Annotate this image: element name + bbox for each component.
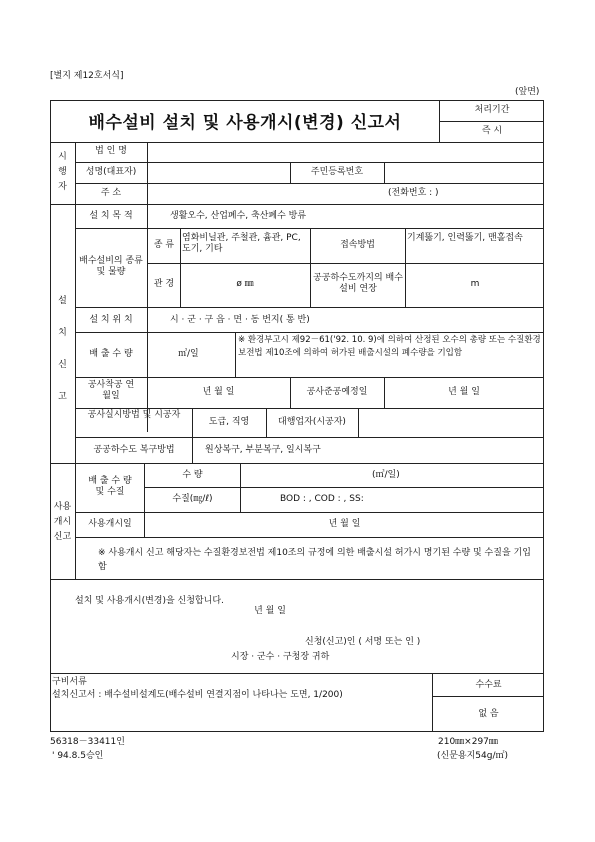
restore-label: 공공하수도 복구방법 <box>93 445 175 455</box>
discharge-label: 배 출 수 량 <box>89 349 133 359</box>
phone-label: (전화번호 : ) <box>388 188 439 198</box>
address-label: 주 소 <box>100 188 122 198</box>
restore-value: 원상복구, 부분복구, 일시복구 <box>205 445 321 455</box>
start-date-label: 공사착공 연월일 <box>87 380 135 402</box>
docs-value: 설치신고서 : 배수설비설계도(배수설비 연결지점이 나타나는 도면, 1/200) <box>52 690 343 700</box>
processing-period-label: 처리기간 <box>474 105 510 115</box>
processing-period-value: 즉 시 <box>481 126 503 136</box>
declaration-date[interactable]: 년 월 일 <box>254 606 286 616</box>
usage-discharge-label: 배 출 수 량 및 수질 <box>88 476 132 498</box>
method-value[interactable]: 도급, 직영 <box>208 417 250 427</box>
usage-quality-value[interactable]: BOD : , COD : , SS: <box>280 494 364 504</box>
corp-name-field[interactable] <box>148 143 543 162</box>
type-value: 염화비닐관, 주철관, 흄관, PC, 도기, 기타 <box>182 233 301 255</box>
fee-label: 수수료 <box>475 680 502 690</box>
agent-label: 대행업자(시공자) <box>278 417 346 427</box>
length-value[interactable]: m <box>470 279 480 289</box>
purpose-value: 생활오수, 산업폐수, 축산폐수 방류 <box>170 211 307 221</box>
rrn-label: 주민등록번호 <box>310 167 364 177</box>
location-value[interactable]: 시 · 군 · 구 읍 · 면 · 동 번지( 통 반) <box>170 315 310 325</box>
address-field[interactable] <box>148 184 388 203</box>
declaration-applicant[interactable]: 신청(신고)인 ( 서명 또는 인 ) <box>305 637 421 647</box>
section-installation: 설 치 신 고 <box>58 296 67 402</box>
form-code: 56318－33411인 <box>50 737 125 747</box>
end-date-value[interactable]: 년 월 일 <box>448 387 480 397</box>
usage-note: ※ 사용개시 신고 해당자는 수질환경보전법 제10조의 규정에 의한 배출시설 허가시 명기된 수량 및 수질을 기입함 <box>98 548 531 572</box>
end-date-label: 공사준공예정일 <box>306 387 368 397</box>
usage-start-value[interactable]: 년 월 일 <box>328 519 361 529</box>
discharge-note: ※ 환경부고시 제92－61('92. 10. 9)에 의하여 산정된 오수의 총량 또는 수질환경보전법 제10조에 의하여 허가된 배출시설의 폐수량을 기입함 <box>238 335 541 358</box>
length-label: 공공하수도까지의 배수설비 연장 <box>313 273 403 295</box>
paper-size: 210㎜×297㎜ <box>438 737 498 747</box>
docs-label: 구비서류 <box>52 677 87 687</box>
usage-quality-label: 수질(㎎/ℓ) <box>172 494 213 504</box>
fee-value: 없 음 <box>478 709 499 719</box>
rrn-field[interactable] <box>385 163 543 182</box>
section-usage: 사용 개시 신고 <box>53 502 72 542</box>
usage-qty-unit[interactable]: (㎥/일) <box>372 470 400 480</box>
form-title: 배수설비 설치 및 사용개시(변경) 신고서 <box>88 113 402 133</box>
usage-qty-label: 수 량 <box>182 470 203 480</box>
usage-start-label: 사용개시일 <box>88 519 132 529</box>
method-label: 공사실시방법 및 시공자 <box>87 410 181 420</box>
name-field[interactable] <box>148 163 289 182</box>
location-label: 설 치 위 치 <box>89 315 133 325</box>
pipe-value[interactable]: ø ㎜ <box>236 279 254 289</box>
agent-field[interactable] <box>359 409 543 436</box>
approval-date: ' 94.8.5승인 <box>52 751 104 761</box>
name-label: 성명(대표자) <box>85 167 137 177</box>
pipe-label: 관 경 <box>153 279 175 289</box>
type-label: 종 류 <box>153 240 175 250</box>
declaration-text: 설치 및 사용개시(변경)을 신청합니다. <box>75 596 224 606</box>
connect-value: 기계뚫기, 인력뚫기, 맨홀접속 <box>407 233 523 243</box>
discharge-unit[interactable]: ㎥/일 <box>178 349 199 359</box>
start-date-value[interactable]: 년 월 일 <box>202 387 235 397</box>
connect-label: 접속방법 <box>340 240 375 250</box>
corp-name-label: 법 인 명 <box>95 146 127 156</box>
kind-label: 배수설비의 종류 및 물량 <box>79 256 143 278</box>
page-side-label: (앞면) <box>515 87 540 97</box>
purpose-label: 설 치 목 적 <box>89 211 133 221</box>
section-applicant: 시 행 자 <box>58 152 67 192</box>
form-number: [별지 제12호서식] <box>50 71 124 81</box>
declaration-recipient: 시장 · 군수 · 구청장 귀하 <box>231 652 330 662</box>
paper-type: (신문용지54g/㎡) <box>437 751 508 761</box>
